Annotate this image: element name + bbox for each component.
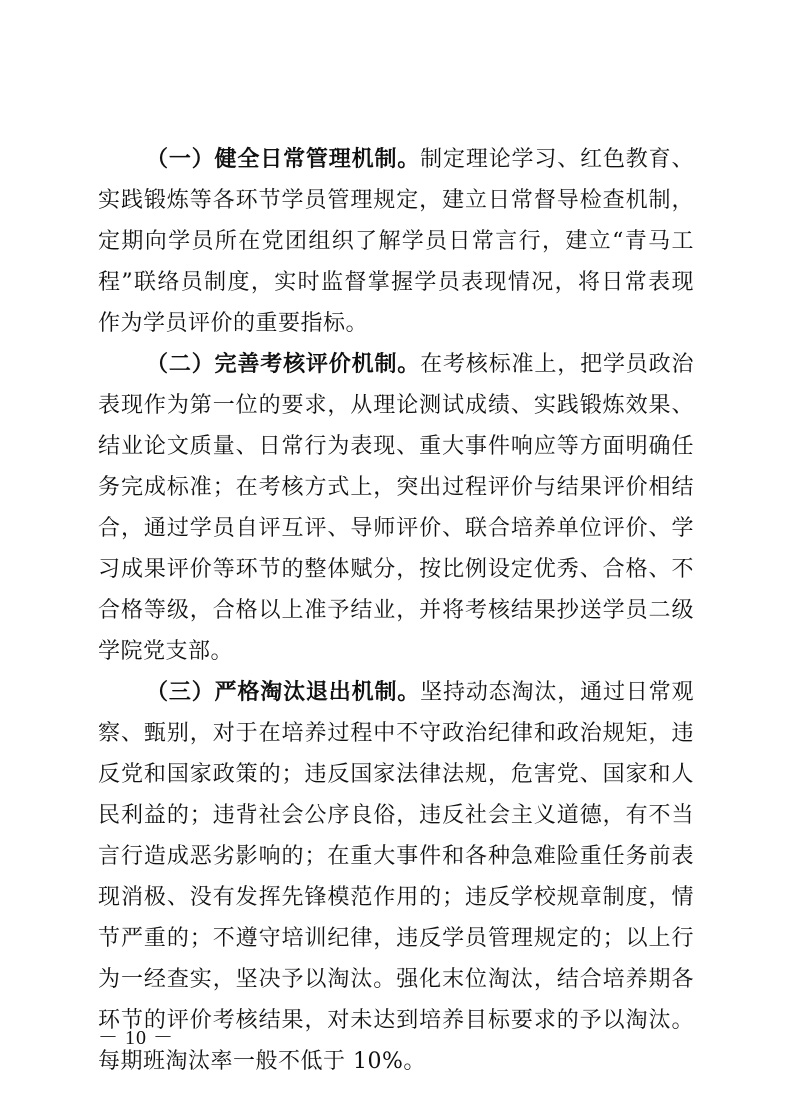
paragraph-2 — [98, 344, 694, 672]
paragraph-1-body: 制定理论学习、红色教育、实践锻炼等各环节学员管理规定，建立日常督导检查机制，定期向学员所在党团组织了解学员日常言行，建立“青马工程”联络员制度，实时监督掌握学员表现情况，将日常表现作为学员评价的重要指标。 — [98, 147, 694, 336]
paragraph-3-heading: （三）严格淘汰退出机制。 — [146, 679, 421, 705]
paragraph-2-body: 在考核标准上，把学员政治表现作为第一位的要求，从理论测试成绩、实践锻炼效果、结业论文质量、日常行为表现、重大事件响应等方面明确任务完成标准；在考核方式上，突出过程评价与结果评价相结合，通过学员自评互评、导师评价、联合培养单位评价、学习成果评价等环节的整体赋分，按比例设定优秀、合格、不合格等级，合格以上准予结业，并将考核结果抄送学员二级学院党支部。 — [98, 352, 694, 664]
document-body — [98, 139, 694, 1082]
paragraph-1-heading: （一）健全日常管理机制。 — [146, 146, 421, 172]
paragraph-3 — [98, 672, 694, 1082]
page-number: － 10 － — [98, 1027, 174, 1049]
paragraph-2-heading: （二）完善考核评价机制。 — [146, 351, 421, 377]
paragraph-3-body: 坚持动态淘汰，通过日常观察、甄别，对于在培养过程中不守政治纪律和政治规矩，违反党和国家政策的；违反国家法律法规，危害党、国家和人民利益的；违背社会公序良俗，违反社会主义道德，有不当言行造成恶劣影响的；在重大事件和各种急难险重任务前表现消极、没有发挥先锋模范作用的；违反学校规章制度，情节严重的；不遵守培训纪律，违反学员管理规定的；以上行为一经查实，坚决予以淘汰。强化末位淘汰，结合培养期各环节的评价考核结果，对未达到培养目标要求的予以淘汰。每期班淘汰率一般不低于 10%。 — [98, 680, 694, 1074]
paragraph-1 — [98, 139, 694, 344]
